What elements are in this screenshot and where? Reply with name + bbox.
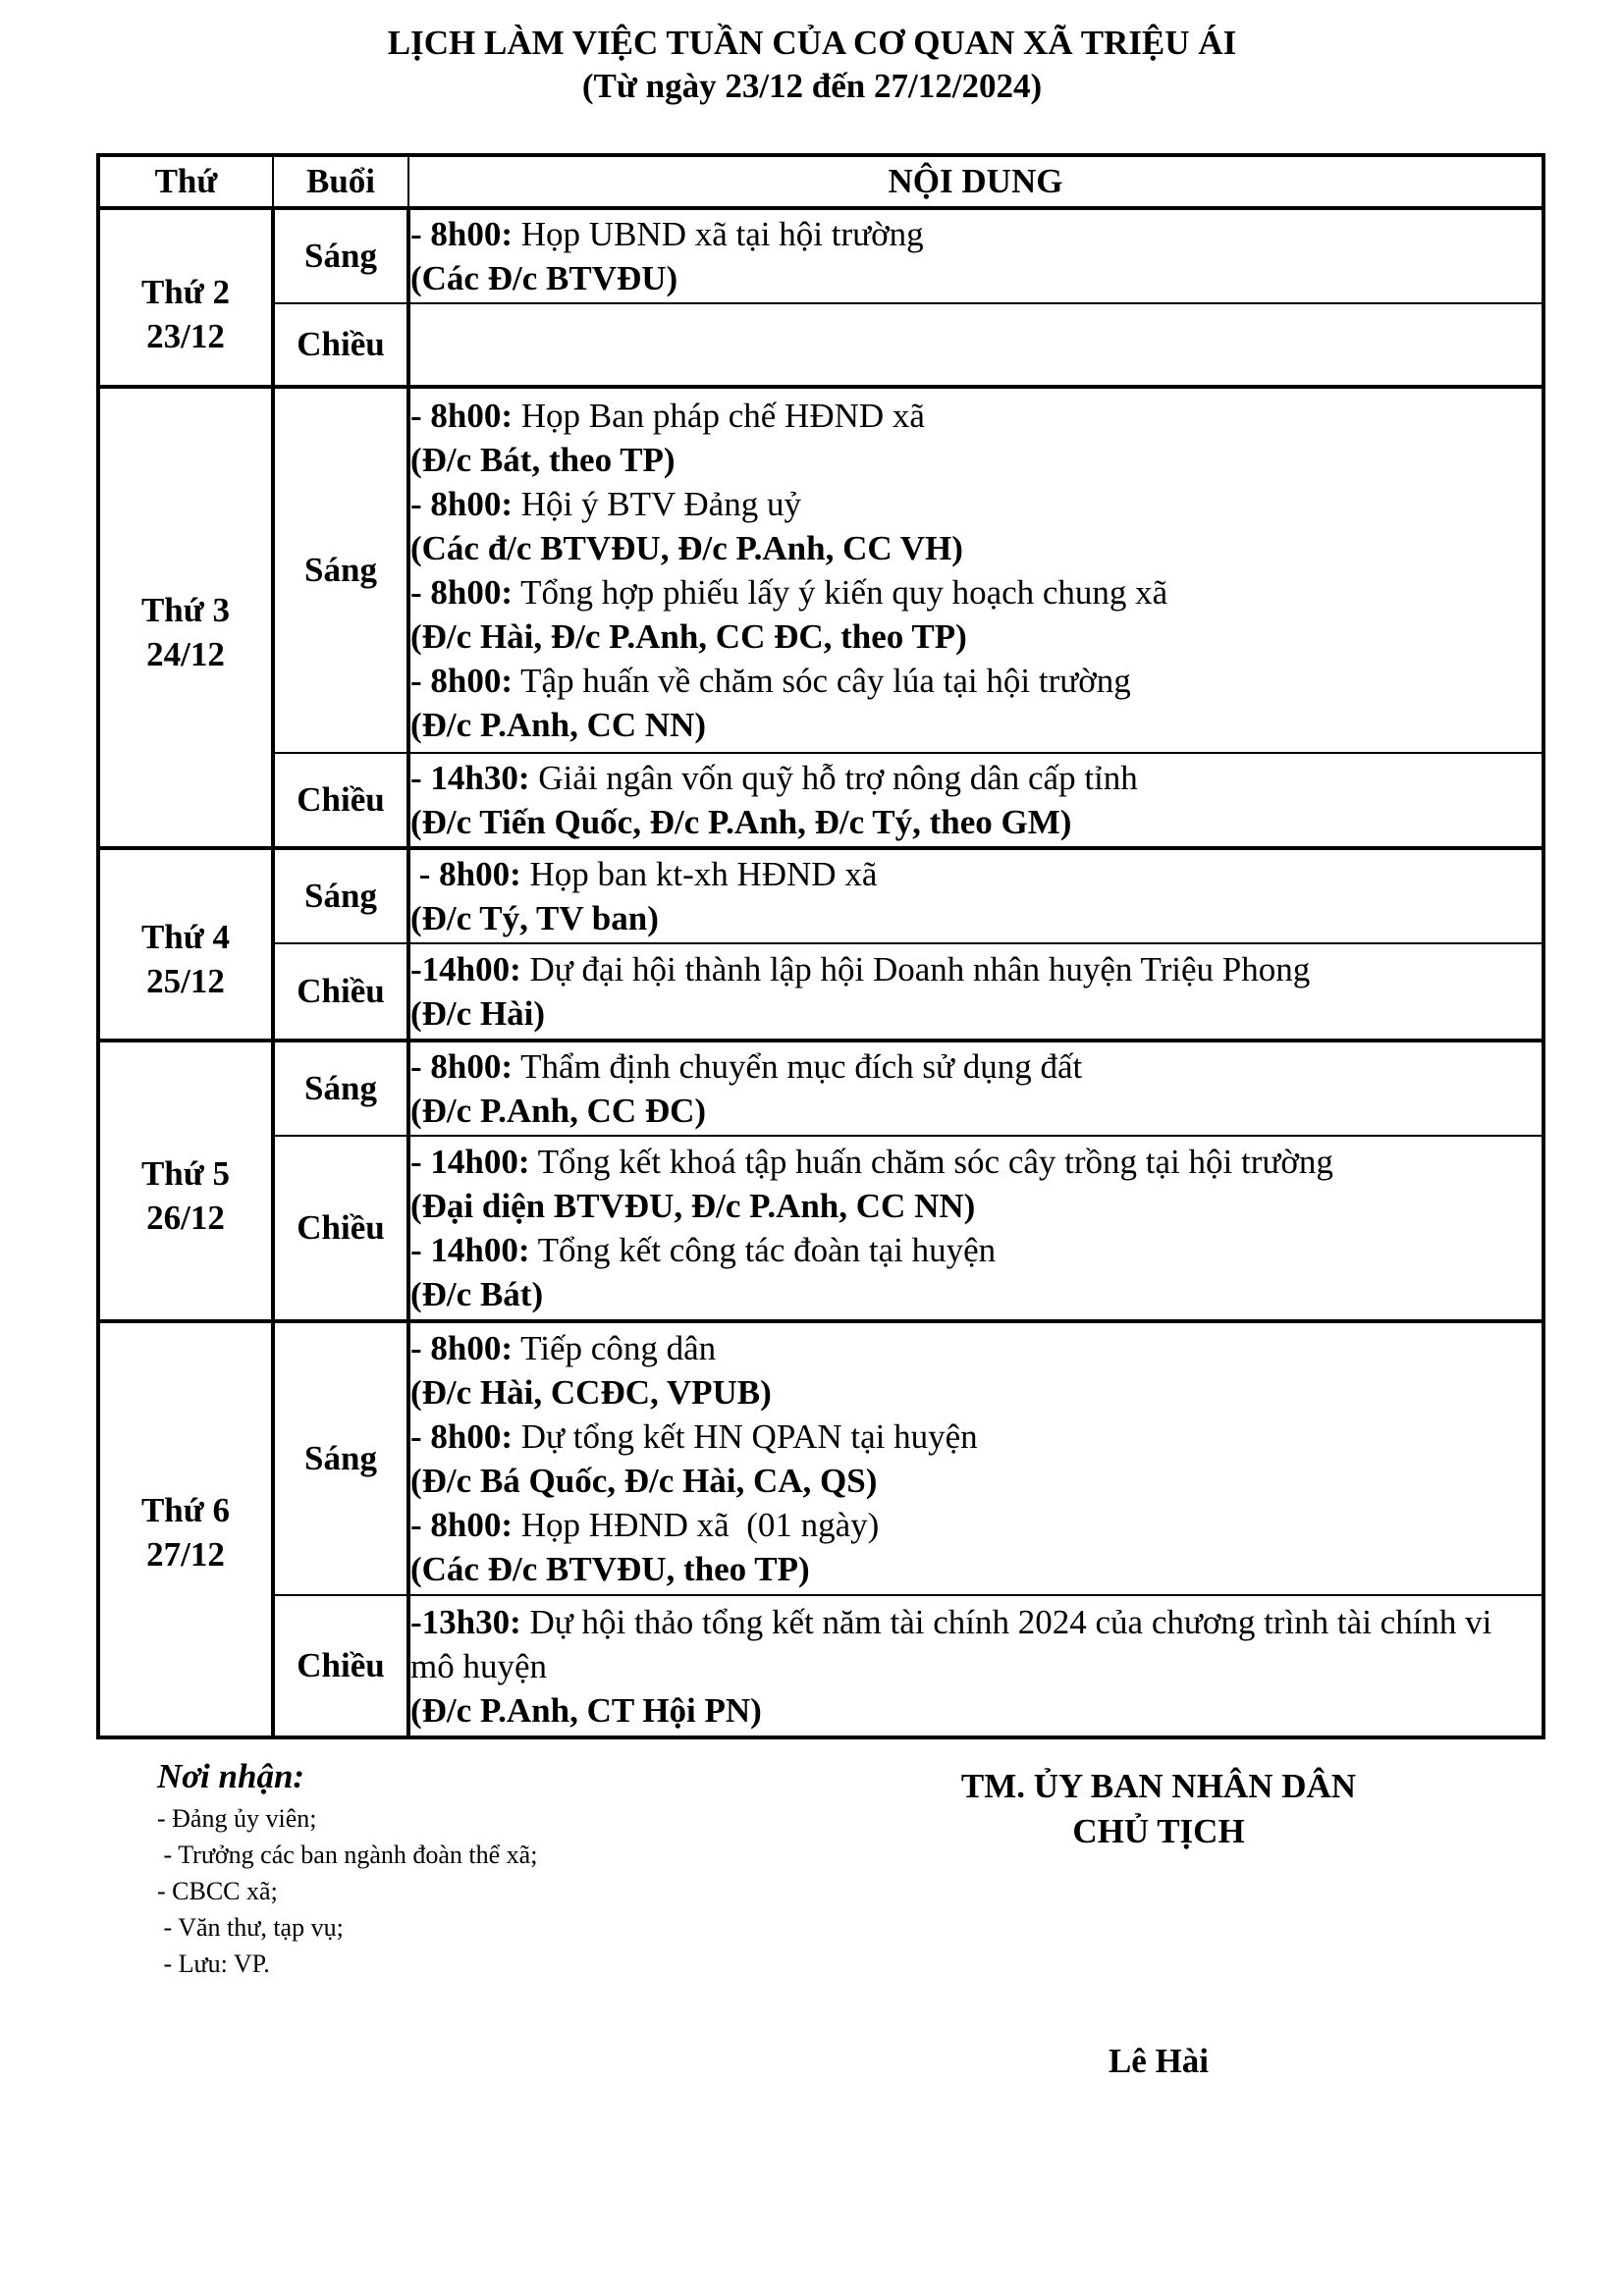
agenda-item <box>410 1600 1542 1688</box>
agenda-item <box>410 482 1542 526</box>
agenda-text: Họp ban kt-xh HĐND xã <box>520 855 878 893</box>
table-row <box>98 387 1543 753</box>
agenda-item <box>410 1044 1542 1089</box>
agenda-item <box>410 1326 1542 1370</box>
agenda-text: Tổng kết công tác đoàn tại huyện <box>529 1231 997 1269</box>
agenda-item <box>410 756 1542 800</box>
agenda-item <box>410 1140 1542 1184</box>
content-cell <box>408 1041 1543 1136</box>
agenda-time: -13h30: <box>410 1602 521 1641</box>
recipient-item: - CBCC xã; <box>157 1877 278 1905</box>
agenda-time: - 8h00: <box>410 215 514 253</box>
recipient-item: - Đảng ủy viên; <box>157 1804 317 1833</box>
day-label: Thứ 4 <box>140 918 231 956</box>
agenda-text: Họp HĐND xã (01 ngày) <box>513 1506 880 1544</box>
agenda-time: - 8h00: <box>410 485 514 523</box>
agenda-item <box>410 659 1542 703</box>
agenda-attendees: (Đ/c Hài, Đ/c P.Anh, CC ĐC, theo TP) <box>410 617 967 656</box>
day-date: 26/12 <box>146 1199 225 1237</box>
table-row <box>98 753 1543 848</box>
agenda-attendees: (Các Đ/c BTVĐU) <box>410 259 678 297</box>
agenda-attendees: (Đ/c Bát) <box>410 1275 544 1313</box>
column-header-day: Thứ <box>98 155 273 208</box>
agenda-attendees: (Đ/c Tý, TV ban) <box>410 899 659 937</box>
agenda-attendees: (Đ/c P.Anh, CT Hội PN) <box>410 1690 762 1730</box>
agenda-time: - 8h00: <box>410 1047 514 1086</box>
agenda-time: - 14h00: <box>410 1231 530 1269</box>
day-cell <box>98 1321 273 1737</box>
day-date: 25/12 <box>146 962 225 1000</box>
content-cell <box>408 1321 1543 1595</box>
agenda-item <box>410 1228 1542 1272</box>
agenda-text: Họp UBND xã tại hội trường <box>513 215 924 253</box>
day-date: 27/12 <box>146 1535 225 1574</box>
day-date: 23/12 <box>146 317 225 355</box>
day-label: Thứ 6 <box>140 1491 231 1529</box>
day-label: Thứ 5 <box>140 1154 231 1193</box>
agenda-text: Dự hội thảo tổng kết năm tài chính 2024 của chương trình tài chính vi mô huyện <box>410 1602 1501 1685</box>
content-cell <box>408 1595 1543 1737</box>
agenda-text: Giải ngân vốn quỹ hỗ trợ nông dân cấp tỉnh <box>529 759 1138 797</box>
table-row <box>98 943 1543 1041</box>
agenda-text: Tiếp công dân <box>513 1329 717 1367</box>
recipient-item: - Trưởng các ban ngành đoàn thể xã; <box>157 1841 538 1869</box>
agenda-item <box>410 570 1542 614</box>
agenda-text: Dự đại hội thành lập hội Doanh nhân huyện Triệu Phong <box>520 950 1311 988</box>
session-cell: Chiều <box>273 943 408 1041</box>
signature-organization: TM. ỦY BAN NHÂN DÂN <box>960 1767 1357 1805</box>
content-cell <box>408 387 1543 753</box>
column-header-content: NỘI DUNG <box>408 155 1543 208</box>
table-row <box>98 1136 1543 1321</box>
column-header-session: Buổi <box>273 155 408 208</box>
table-header-row <box>98 155 1543 208</box>
agenda-text: Tổng kết khoá tập huấn chăm sóc cây trồng tại hội trường <box>529 1143 1333 1181</box>
agenda-attendees: (Đ/c Hài) <box>410 994 546 1033</box>
content-cell <box>408 303 1543 387</box>
agenda-attendees: (Đ/c P.Anh, CC NN) <box>410 706 707 744</box>
content-cell <box>408 208 1543 303</box>
agenda-text: Tổng hợp phiếu lấy ý kiến quy hoạch chung xã <box>513 573 1168 612</box>
agenda-time: - 8h00: <box>410 662 514 700</box>
session-cell: Sáng <box>273 387 408 753</box>
session-cell: Chiều <box>273 1595 408 1737</box>
agenda-text: Hội ý BTV Đảng uỷ <box>513 485 801 523</box>
day-cell <box>98 387 273 848</box>
agenda-attendees: (Đại diện BTVĐU, Đ/c P.Anh, CC NN) <box>410 1187 976 1225</box>
table-row <box>98 848 1543 943</box>
agenda-text: Dự tổng kết HN QPAN tại huyện <box>513 1417 978 1456</box>
table-row <box>98 1041 1543 1136</box>
agenda-item <box>410 212 1542 256</box>
table-row <box>98 1321 1543 1595</box>
agenda-attendees: (Đ/c Bá Quốc, Đ/c Hài, CA, QS) <box>410 1462 878 1500</box>
session-cell: Chiều <box>273 303 408 387</box>
agenda-attendees: (Đ/c Bát, theo TP) <box>410 441 676 479</box>
session-cell: Sáng <box>273 1321 408 1595</box>
session-cell: Sáng <box>273 1041 408 1136</box>
agenda-item <box>410 394 1542 438</box>
agenda-text: Họp Ban pháp chế HĐND xã <box>513 397 925 435</box>
content-cell <box>408 848 1543 943</box>
recipient-item: - Lưu: VP. <box>157 1949 270 1978</box>
recipient-item: - Văn thư, tạp vụ; <box>157 1913 344 1942</box>
day-label: Thứ 2 <box>140 273 231 311</box>
content-cell <box>408 1136 1543 1321</box>
signature-name: Lê Hài <box>1108 2042 1210 2080</box>
agenda-time: - 8h00: <box>410 1417 514 1456</box>
day-cell <box>98 848 273 1041</box>
agenda-item <box>410 947 1542 991</box>
table-row <box>98 303 1543 387</box>
content-cell <box>408 943 1543 1041</box>
day-date: 24/12 <box>146 635 225 673</box>
agenda-attendees: (Đ/c Tiến Quốc, Đ/c P.Anh, Đ/c Tý, theo GM) <box>410 803 1072 841</box>
agenda-time: - 8h00: <box>410 855 521 893</box>
agenda-time: - 14h00: <box>410 1143 530 1181</box>
agenda-time: - 8h00: <box>410 1329 514 1367</box>
agenda-attendees: (Đ/c P.Anh, CC ĐC) <box>410 1092 707 1130</box>
document-subtitle: (Từ ngày 23/12 đến 27/12/2024) <box>581 67 1043 105</box>
day-cell <box>98 1041 273 1321</box>
signature-title: CHỦ TỊCH <box>1072 1812 1245 1850</box>
agenda-attendees: (Các Đ/c BTVĐU, theo TP) <box>410 1550 810 1588</box>
agenda-attendees: (Các đ/c BTVĐU, Đ/c P.Anh, CC VH) <box>410 529 963 567</box>
agenda-item <box>410 1503 1542 1547</box>
agenda-time: -14h00: <box>410 950 521 988</box>
content-cell <box>408 753 1543 848</box>
day-label: Thứ 3 <box>140 591 231 629</box>
agenda-time: - 14h30: <box>410 759 530 797</box>
agenda-attendees: (Đ/c Hài, CCĐC, VPUB) <box>410 1373 772 1412</box>
table-row <box>98 208 1543 303</box>
agenda-item <box>410 852 1542 896</box>
agenda-text: Tập huấn về chăm sóc cây lúa tại hội trường <box>513 662 1131 700</box>
agenda-text: Thẩm định chuyển mục đích sử dụng đất <box>513 1047 1083 1086</box>
agenda-time: - 8h00: <box>410 1506 514 1544</box>
session-cell: Chiều <box>273 753 408 848</box>
agenda-time: - 8h00: <box>410 573 514 612</box>
session-cell: Chiều <box>273 1136 408 1321</box>
schedule-table <box>96 153 1545 1739</box>
session-cell: Sáng <box>273 208 408 303</box>
agenda-time: - 8h00: <box>410 397 514 435</box>
recipients-heading: Nơi nhận: <box>157 1757 305 1795</box>
session-cell: Sáng <box>273 848 408 943</box>
agenda-item <box>410 1415 1542 1459</box>
day-cell <box>98 208 273 387</box>
document-title: LỊCH LÀM VIỆC TUẦN CỦA CƠ QUAN XÃ TRIỆU ÁI <box>387 24 1237 62</box>
table-row <box>98 1595 1543 1737</box>
recipients-block <box>157 1753 537 1982</box>
